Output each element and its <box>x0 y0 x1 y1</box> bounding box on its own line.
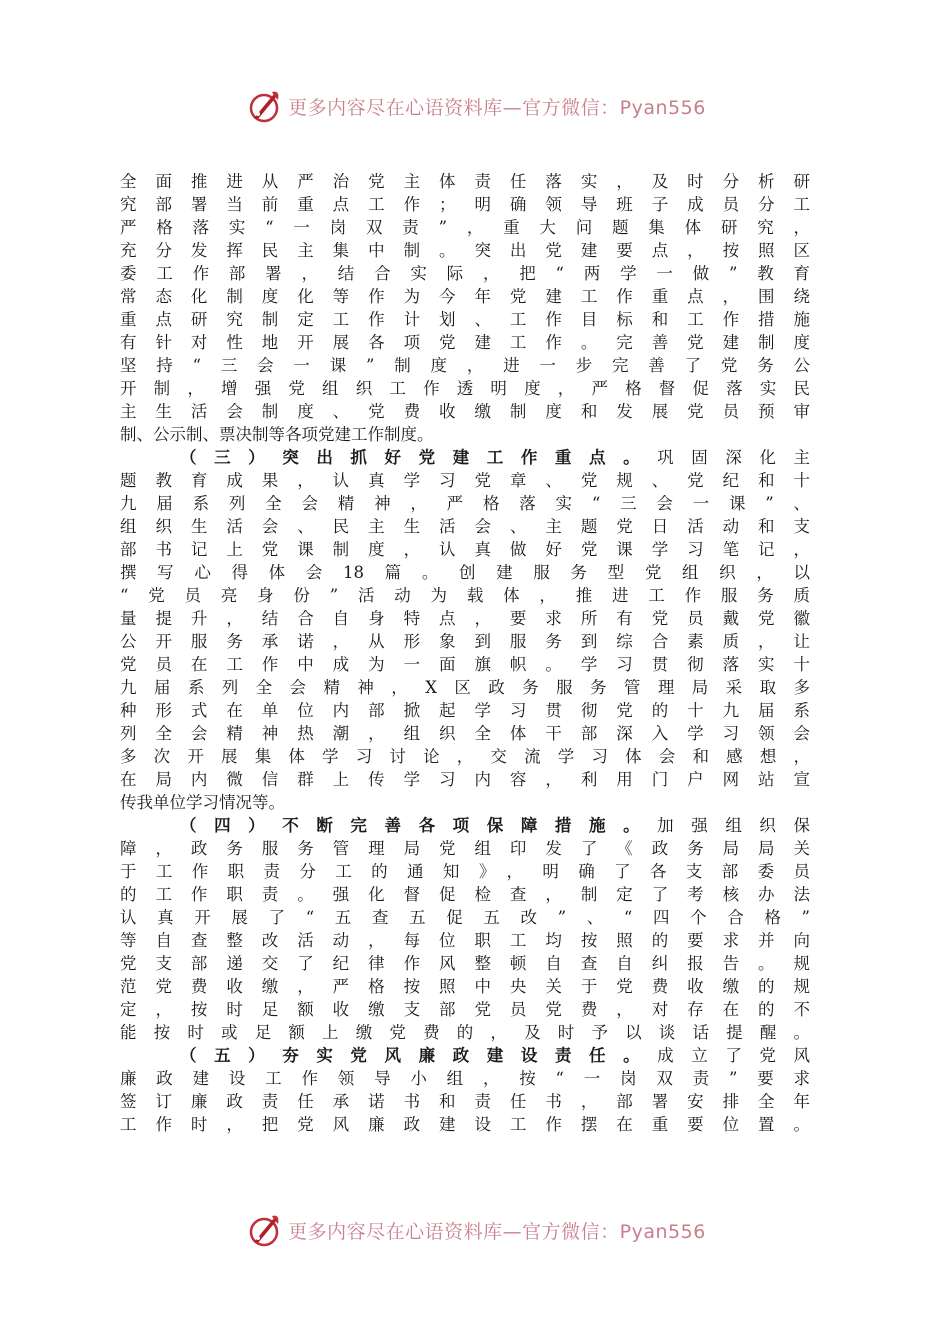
paragraph-continued <box>120 170 810 446</box>
text-line: 严格落实“一岗双责”，重大问题集体研究， <box>120 218 810 237</box>
quill-logo-icon <box>244 1210 284 1250</box>
text-line: 认真开展了“五查五促五改”、“四个合格” <box>120 908 810 927</box>
text-line: 组织生活会、民主生活会、主题党日活动和支 <box>120 517 810 536</box>
text-line: 等自查整改活动，每位职工均按照的要求并向 <box>120 931 810 950</box>
document-body <box>120 170 810 1136</box>
text-line: 于工作职责分工的通知》，明确了各支部委员 <box>120 862 810 881</box>
text-line: 制、公示制、票决制等各项党建工作制度。 <box>120 425 434 444</box>
watermark-text: 更多内容尽在心语资料库—官方微信：Pyan556 <box>288 1220 706 1243</box>
section-heading: （五）夯实党风廉政建设责任。 <box>180 1046 658 1065</box>
section-first-line <box>120 1044 810 1067</box>
text-line: 九届系列全会精神，严格落实“三会一课”、 <box>120 494 810 513</box>
text-line: 九届系列全会精神，X区政务服务管理局采取多 <box>120 678 810 697</box>
section-heading: （三）突出抓好党建工作重点。 <box>180 448 658 467</box>
text-line: 的工作职责。强化督促检查，制定了考核办法 <box>120 885 810 904</box>
text-line: 列全会精神热潮，组织全体干部深入学习领会 <box>120 724 810 743</box>
text-line: 党员在工作中成为一面旗帜。学习贯彻落实十 <box>120 655 810 674</box>
watermark-footer <box>0 1208 950 1252</box>
text-line: 充分发挥民主集中制。突出党建要点，按照区 <box>120 241 810 260</box>
text-line: 主生活会制度、党费收缴制度和发展党员预审 <box>120 402 810 421</box>
text-line: 范党费收缴，严格按照中央关于党费收缴的规 <box>120 977 810 996</box>
text-line: 量提升，结合自身特点，要求所有党员戴党徽 <box>120 609 810 628</box>
paragraph-section-3 <box>120 446 810 814</box>
text-line: 廉政建设工作领导小组，按“一岗双责”要求 <box>120 1069 810 1088</box>
text-line: 多次开展集体学习讨论，交流学习体会和感想， <box>120 747 810 766</box>
text-line: 党支部递交了纪律作风整顿自查自纠报告。规 <box>120 954 810 973</box>
text-line: 障，政务服务管理局党组印发了《政务局局关 <box>120 839 810 858</box>
watermark-text: 更多内容尽在心语资料库—官方微信：Pyan556 <box>288 96 706 119</box>
text-line: 工作时，把党风廉政建设工作摆在重要位置。 <box>120 1115 810 1134</box>
text-line: 委工作部署，结合实际，把“两学一做”教育 <box>120 264 810 283</box>
text-line: 撰写心得体会18篇。创建服务型党组织，以 <box>120 563 810 582</box>
text-line: 在局内微信群上传学习内容，利用门户网站宣 <box>120 770 810 789</box>
text-line: 签订廉政责任承诺书和责任书，部署安排全年 <box>120 1092 810 1111</box>
section-first-line <box>120 814 810 837</box>
paragraph-section-4 <box>120 814 810 1044</box>
text-line: 开制，增强党组织工作透明度，严格督促落实民 <box>120 379 810 398</box>
text-line: 重点研究制定工作计划、工作目标和工作措施 <box>120 310 810 329</box>
section-first-line <box>120 446 810 469</box>
text-line: 定，按时足额收缴支部党员党费，对存在的不 <box>120 1000 810 1019</box>
text-line: 究部署当前重点工作；明确领导班子成员分工 <box>120 195 810 214</box>
section-first-text: 加强组织保 <box>657 816 810 835</box>
watermark-header <box>0 84 950 128</box>
text-line: 有针对性地开展各项党建工作。完善党建制度 <box>120 333 810 352</box>
section-heading: （四）不断完善各项保障措施。 <box>180 816 658 835</box>
text-line: “党员亮身份”活动为载体，推进工作服务质 <box>120 586 810 605</box>
text-line: 种形式在单位内部掀起学习贯彻党的十九届系 <box>120 701 810 720</box>
text-line: 题教育成果，认真学习党章、党规、党纪和十 <box>120 471 810 490</box>
text-line: 部书记上党课制度，认真做好党课学习笔记， <box>120 540 810 559</box>
text-line: 传我单位学习情况等。 <box>120 793 285 812</box>
text-line: 全面推进从严治党主体责任落实，及时分析研 <box>120 172 810 191</box>
text-line: 坚持“三会一课”制度，进一步完善了党务公 <box>120 356 810 375</box>
text-line: 常态化制度化等作为今年党建工作重点，围绕 <box>120 287 810 306</box>
section-first-text: 巩固深化主 <box>657 448 810 467</box>
paragraph-section-5 <box>120 1044 810 1136</box>
section-first-text: 成立了党风 <box>657 1046 810 1065</box>
text-line: 公开服务承诺，从形象到服务到综合素质，让 <box>120 632 810 651</box>
quill-logo-icon <box>244 86 284 126</box>
text-line: 能按时或足额上缴党费的，及时予以谈话提醒。 <box>120 1023 810 1042</box>
